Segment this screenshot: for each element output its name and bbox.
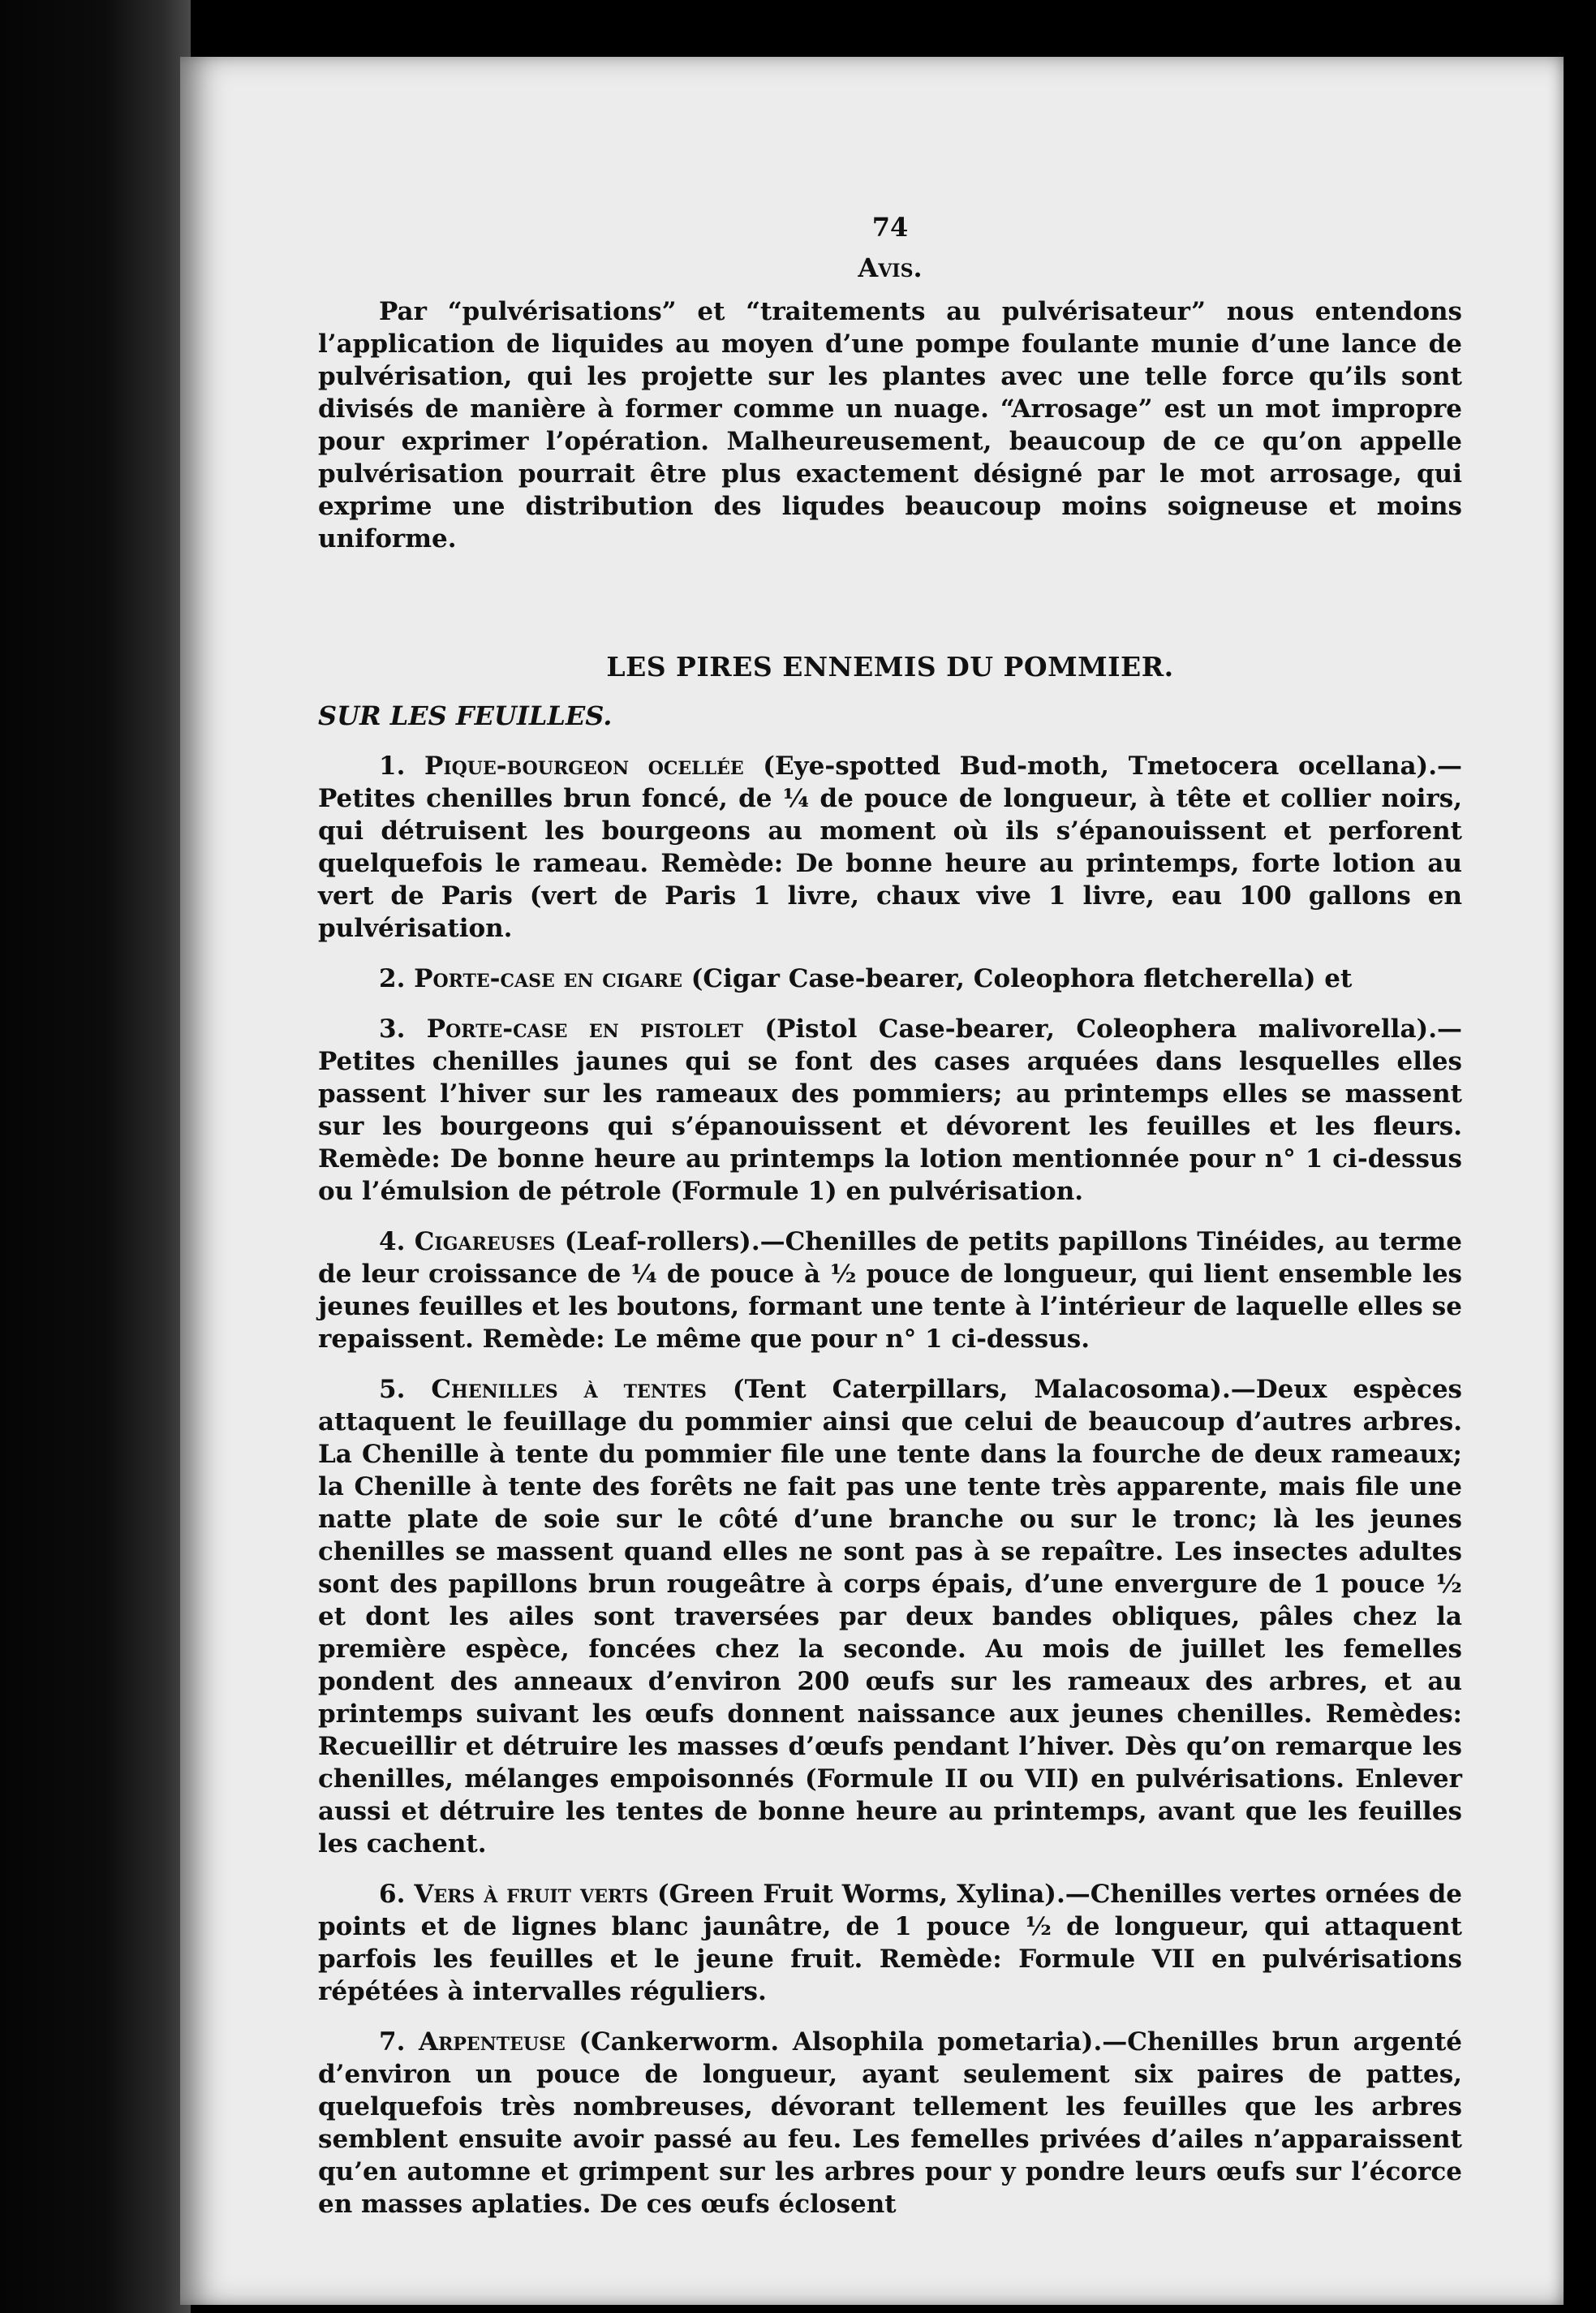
scanned-page (180, 57, 1564, 2305)
latin-name: Alsophila pometaria (792, 2027, 1082, 2057)
pest-entry (318, 1878, 1462, 2008)
latin-name: Malacosoma (1034, 1375, 1211, 1404)
latin-name: Xylina (957, 1880, 1045, 1909)
book-spine-shadow (0, 0, 191, 2313)
pest-name: Porte-case en cigare (414, 964, 682, 993)
pest-entry (318, 2026, 1462, 2220)
pest-name: Pique-bourgeon ocellée (424, 752, 744, 781)
remedy-label: Remède: (318, 1144, 441, 1174)
common-name: (Tent Caterpillars, (706, 1375, 1035, 1404)
notice-title: Avis. (858, 252, 923, 283)
pest-entry (318, 750, 1462, 945)
pest-name: Porte-case en pistolet (426, 1014, 743, 1044)
latin-name: Coleophera malivorella (1076, 1014, 1417, 1044)
pest-entry (318, 1225, 1462, 1355)
entry-number: 1. (379, 752, 406, 781)
remedy-label: Remèdes: (1325, 1699, 1462, 1729)
common-name: (Eye-spotted Bud-moth, (743, 752, 1129, 781)
entry-number: 6. (379, 1880, 406, 1909)
pest-entry (318, 963, 1462, 995)
description: ).—Chenilles vertes ornées de points et de lignes blanc jaunâtre, de 1 pouce ½ de longueur, qui attaquent parfois les feuilles et le jeune fruit. (318, 1880, 1462, 1974)
common-name: (Leaf-rollers).—Chenilles de petits papillons Tinéides, au terme de leur croissance de ¼ de pouce à ½ pouce de longueur, qui lient ensemble les jeunes feuilles et les boutons, formant une tente à l’intérieur de laquelle elles se repaissent. (318, 1227, 1462, 1354)
latin-name: Tmetocera ocellana (1128, 752, 1417, 781)
pest-name: Cigareuses (414, 1227, 556, 1256)
remedy-text: Le même que pour n° 1 ci-dessus. (604, 1324, 1091, 1354)
remedy-label: Remède: (660, 849, 784, 878)
pest-entries (318, 750, 1462, 2220)
entry-number: 4. (379, 1227, 406, 1256)
entry-number: 5. (379, 1375, 406, 1404)
remedy-text: De bonne heure au printemps la lotion mentionnée pour n° 1 ci-dessus ou l’émulsion de pétrole (Formule 1) en pulvérisation. (318, 1144, 1462, 1206)
remedy-text: De bonne heure au printemps, forte lotion au vert de Paris (vert de Paris 1 livre, chaux vive 1 livre, eau 100 gallons en pulvérisation. (318, 849, 1462, 943)
page-text (318, 211, 1462, 2238)
description: ).—Deux espèces attaquent le feuillage du pommier ainsi que celui de beaucoup d’autres arbres. La Chenille à tente du pommier file une tente dans la fourche de deux rameaux; la Chenille à tente des forêts ne fait pas une tente très apparente, mais file une natte plate de soie sur le côté d’une branche ou sur le tronc; là les jeunes chenilles se massent quand elles ne sont pas à se repaître. Les insectes adultes sont des papillons brun rougeâtre à corps épais, d’une envergure de 1 pouce ½ et dont les ailes sont traversées par deux bandes obliques, pâles chez la première espèce, foncées chez la seconde. Au mois de juillet les femelles pondent des anneaux d’environ 200 œufs sur les rameaux des arbres, et au printemps suivant les œufs donnent naissance aux jeunes chenilles. (318, 1375, 1462, 1729)
pest-name: Vers à fruit verts (414, 1880, 648, 1909)
description: ).—Petites chenilles brun foncé, de ¼ de pouce de longueur, à tête et collier noirs, qui détruisent les bourgeons au moment où ils s’épanouissent et perforent quelquefois le rameau. (318, 752, 1463, 878)
pest-entry (318, 1373, 1462, 1860)
notice-paragraph: Par “pulvérisations” et “traitements au pulvérisateur” nous entendons l’application de liquides au moyen d’une pompe foulante munie d’une lance de pulvérisation, qui les projette sur les plantes avec une telle force qu’ils sont divisés de manière à former comme un nuage. “Arrosage” est un mot impropre pour exprimer l’opération. Malheureusement, beaucoup de ce qu’on appelle pulvérisation pourrait être plus exactement désigné par le mot arrosage, qui exprime une distribution des liqudes beaucoup moins soigneuse et moins uniforme. (318, 297, 1462, 553)
common-name: (Cigar Case-bearer, (682, 964, 974, 993)
page-number: 74 (871, 212, 909, 243)
remedy-label: Remède: (879, 1945, 1002, 1974)
pest-name: Chenilles à tentes (431, 1375, 707, 1404)
common-name: (Cankerworm. (565, 2027, 793, 2057)
entry-number: 7. (379, 2027, 406, 2057)
common-name: (Pistol Case-bearer, (742, 1014, 1077, 1044)
remedy-text: Formule VII en pulvérisations répétées à intervalles réguliers. (318, 1945, 1462, 2006)
section-title: LES PIRES ENNEMIS DU POMMIER. (606, 651, 1174, 683)
pest-name: Arpenteuse (419, 2027, 566, 2057)
common-name: (Green Fruit Worms, (648, 1880, 957, 1909)
spacer (318, 555, 1462, 651)
pest-entry (318, 1013, 1462, 1208)
remedy-text: Recueillir et détruire les masses d’œufs pendant l’hiver. Dès qu’on remarque les chenilles, mélanges empoisonnés (Formule II ou VII) en pulvérisations. Enlever aussi et détruire les tentes de bonne heure au printemps, avant que les feuilles les cachent. (318, 1732, 1462, 1859)
subsection-title: SUR LES FEUILLES. (318, 700, 613, 731)
entry-number: 2. (379, 964, 406, 993)
remedy-label: Remède: (482, 1324, 605, 1354)
entry-number: 3. (379, 1014, 406, 1044)
description: ) et (1303, 964, 1353, 993)
description: ).—Chenilles brun argenté d’environ un pouce de longueur, ayant seulement six paires de pattes, quelquefois très nombreuses, dévorant tellement les feuilles que les arbres semblent ensuite avoir passé au feu. Les femelles privées d’ailes n’apparaissent qu’en automne et grimpent sur les arbres pour y pondre leurs œufs sur l’écorce en masses aplaties. De ces œufs éclosent (318, 2027, 1463, 2219)
description: ).—Petites chenilles jaunes qui se font des cases arquées dans lesquelles elles passent l’hiver sur les rameaux des pommiers; au printemps elles se massent sur les bourgeons qui s’épanouissent et dévorent les feuilles et les fleurs. (318, 1014, 1463, 1141)
latin-name: Coleophora fletcherella (973, 964, 1304, 993)
